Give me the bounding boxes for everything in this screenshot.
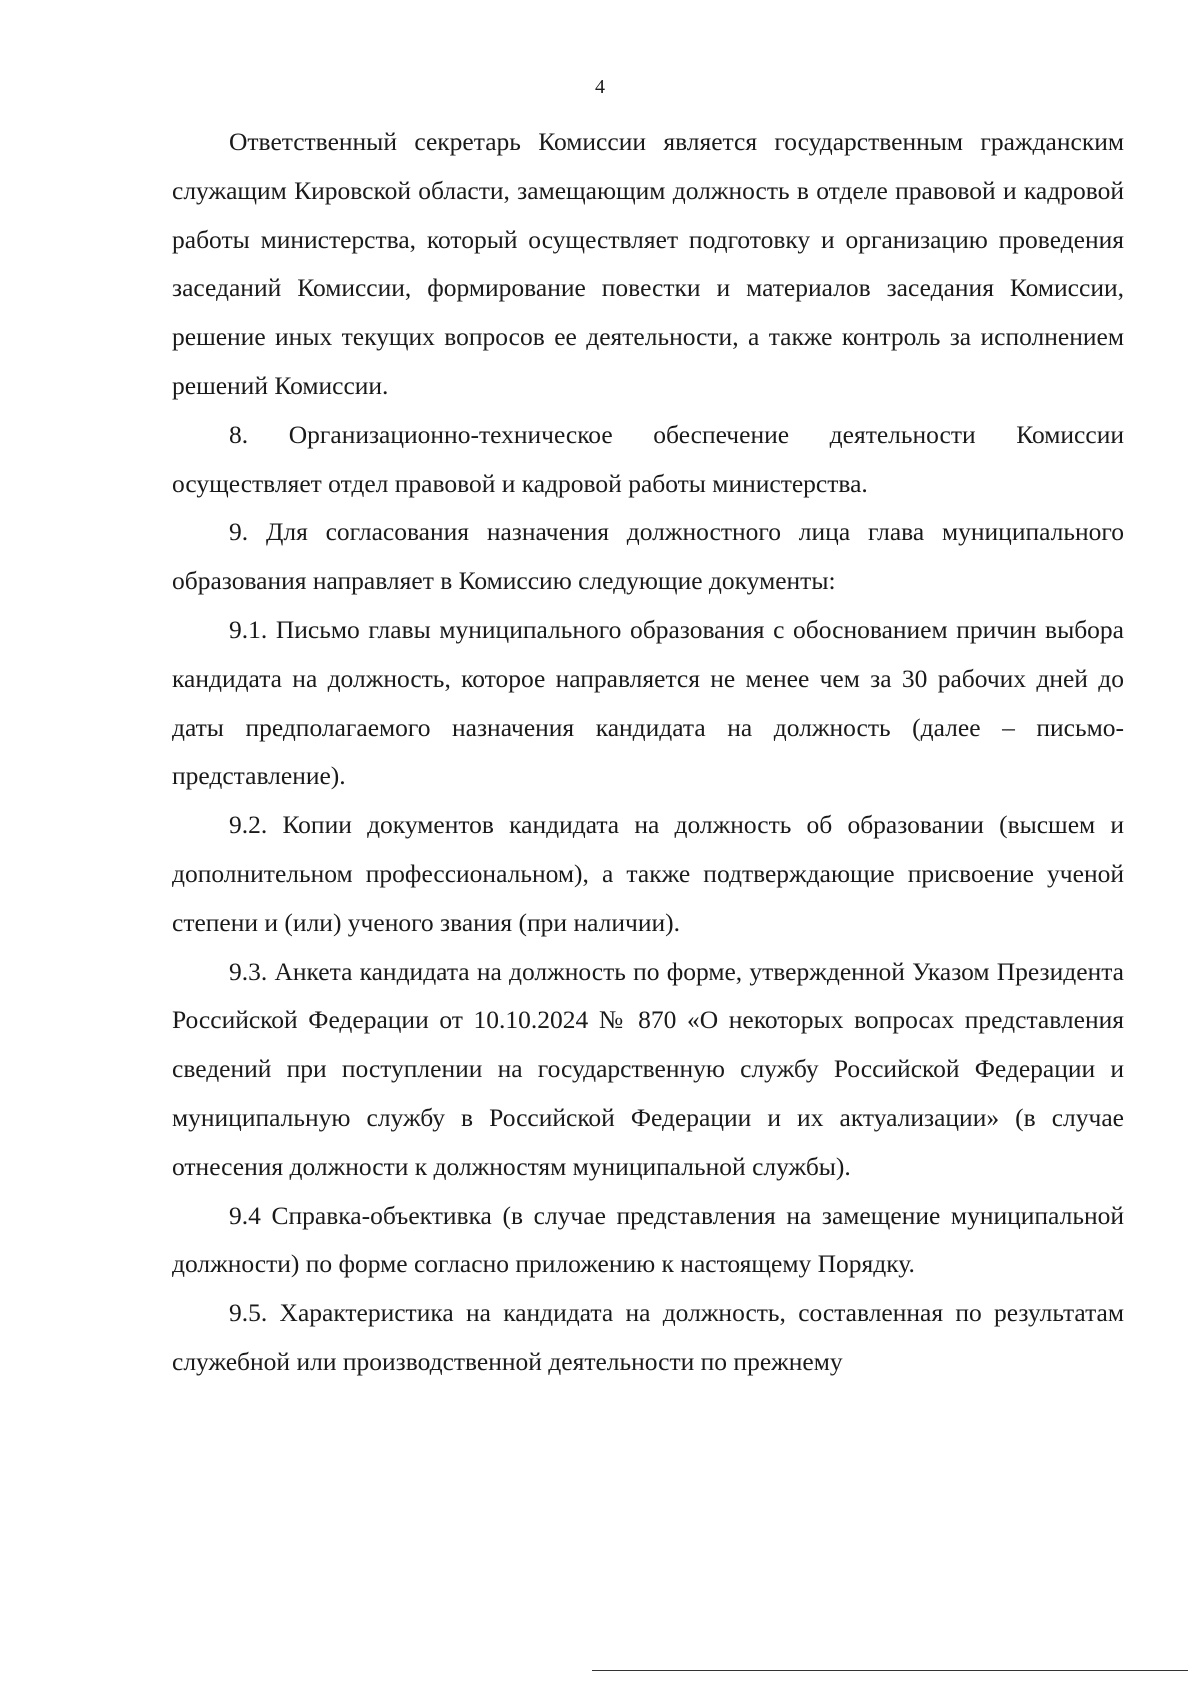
paragraph-9: 9. Для согласования назначения должностного лица глава муниципального образования направляет в Комиссию следующие документы: bbox=[172, 517, 1124, 596]
paragraph-8: 8. Организационно-техническое обеспечение деятельности Комиссии осуществляет отдел правовой и кадровой работы министерства. bbox=[172, 419, 1124, 498]
paragraph-9-2: 9.2. Копии документов кандидата на должность об образовании (высшем и дополнительном профессиональном), а также подтверждающие присвоение ученой степени и (или) ученого звания (при наличии). bbox=[172, 810, 1124, 937]
paragraph-9-1: 9.1. Письмо главы муниципального образования с обоснованием причин выбора кандидата на должность, которое направляется не менее чем за 30 рабочих дней до даты предполагаемого назначения кандидата на должность (далее – письмо-представление). bbox=[172, 614, 1124, 791]
bottom-divider-line bbox=[592, 1670, 1188, 1671]
paragraph-9-5: 9.5. Характеристика на кандидата на должность, составленная по результатам служебной или производственной деятельности по прежнему bbox=[172, 1298, 1124, 1376]
paragraph-9-4: 9.4 Справка-объективка (в случае представления на замещение муниципальной должности) по форме согласно приложению к настоящему Порядку. bbox=[172, 1200, 1124, 1279]
document-body bbox=[172, 118, 1124, 1387]
page-number: 4 bbox=[595, 76, 605, 98]
paragraph-responsible-secretary: Ответственный секретарь Комиссии является государственным гражданским служащим Кировской области, замещающим должность в отделе правовой и кадровой работы министерства, который осуществляет подготовку и организацию проведения заседаний Комиссии, формирование повестки и материалов заседания Комиссии, решение иных текущих вопросов ее деятельности, а также контроль за исполнением решений Комиссии. bbox=[172, 127, 1124, 400]
paragraph-9-3: 9.3. Анкета кандидата на должность по форме, утвержденной Указом Президента Российской Федерации от 10.10.2024 № 870 «О некоторых вопросах представления сведений при поступлении на государственную службу Российской Федерации и муниципальную службу в Российской Федерации и их актуализации» (в случае отнесения должности к должностям муниципальной службы). bbox=[172, 956, 1124, 1181]
